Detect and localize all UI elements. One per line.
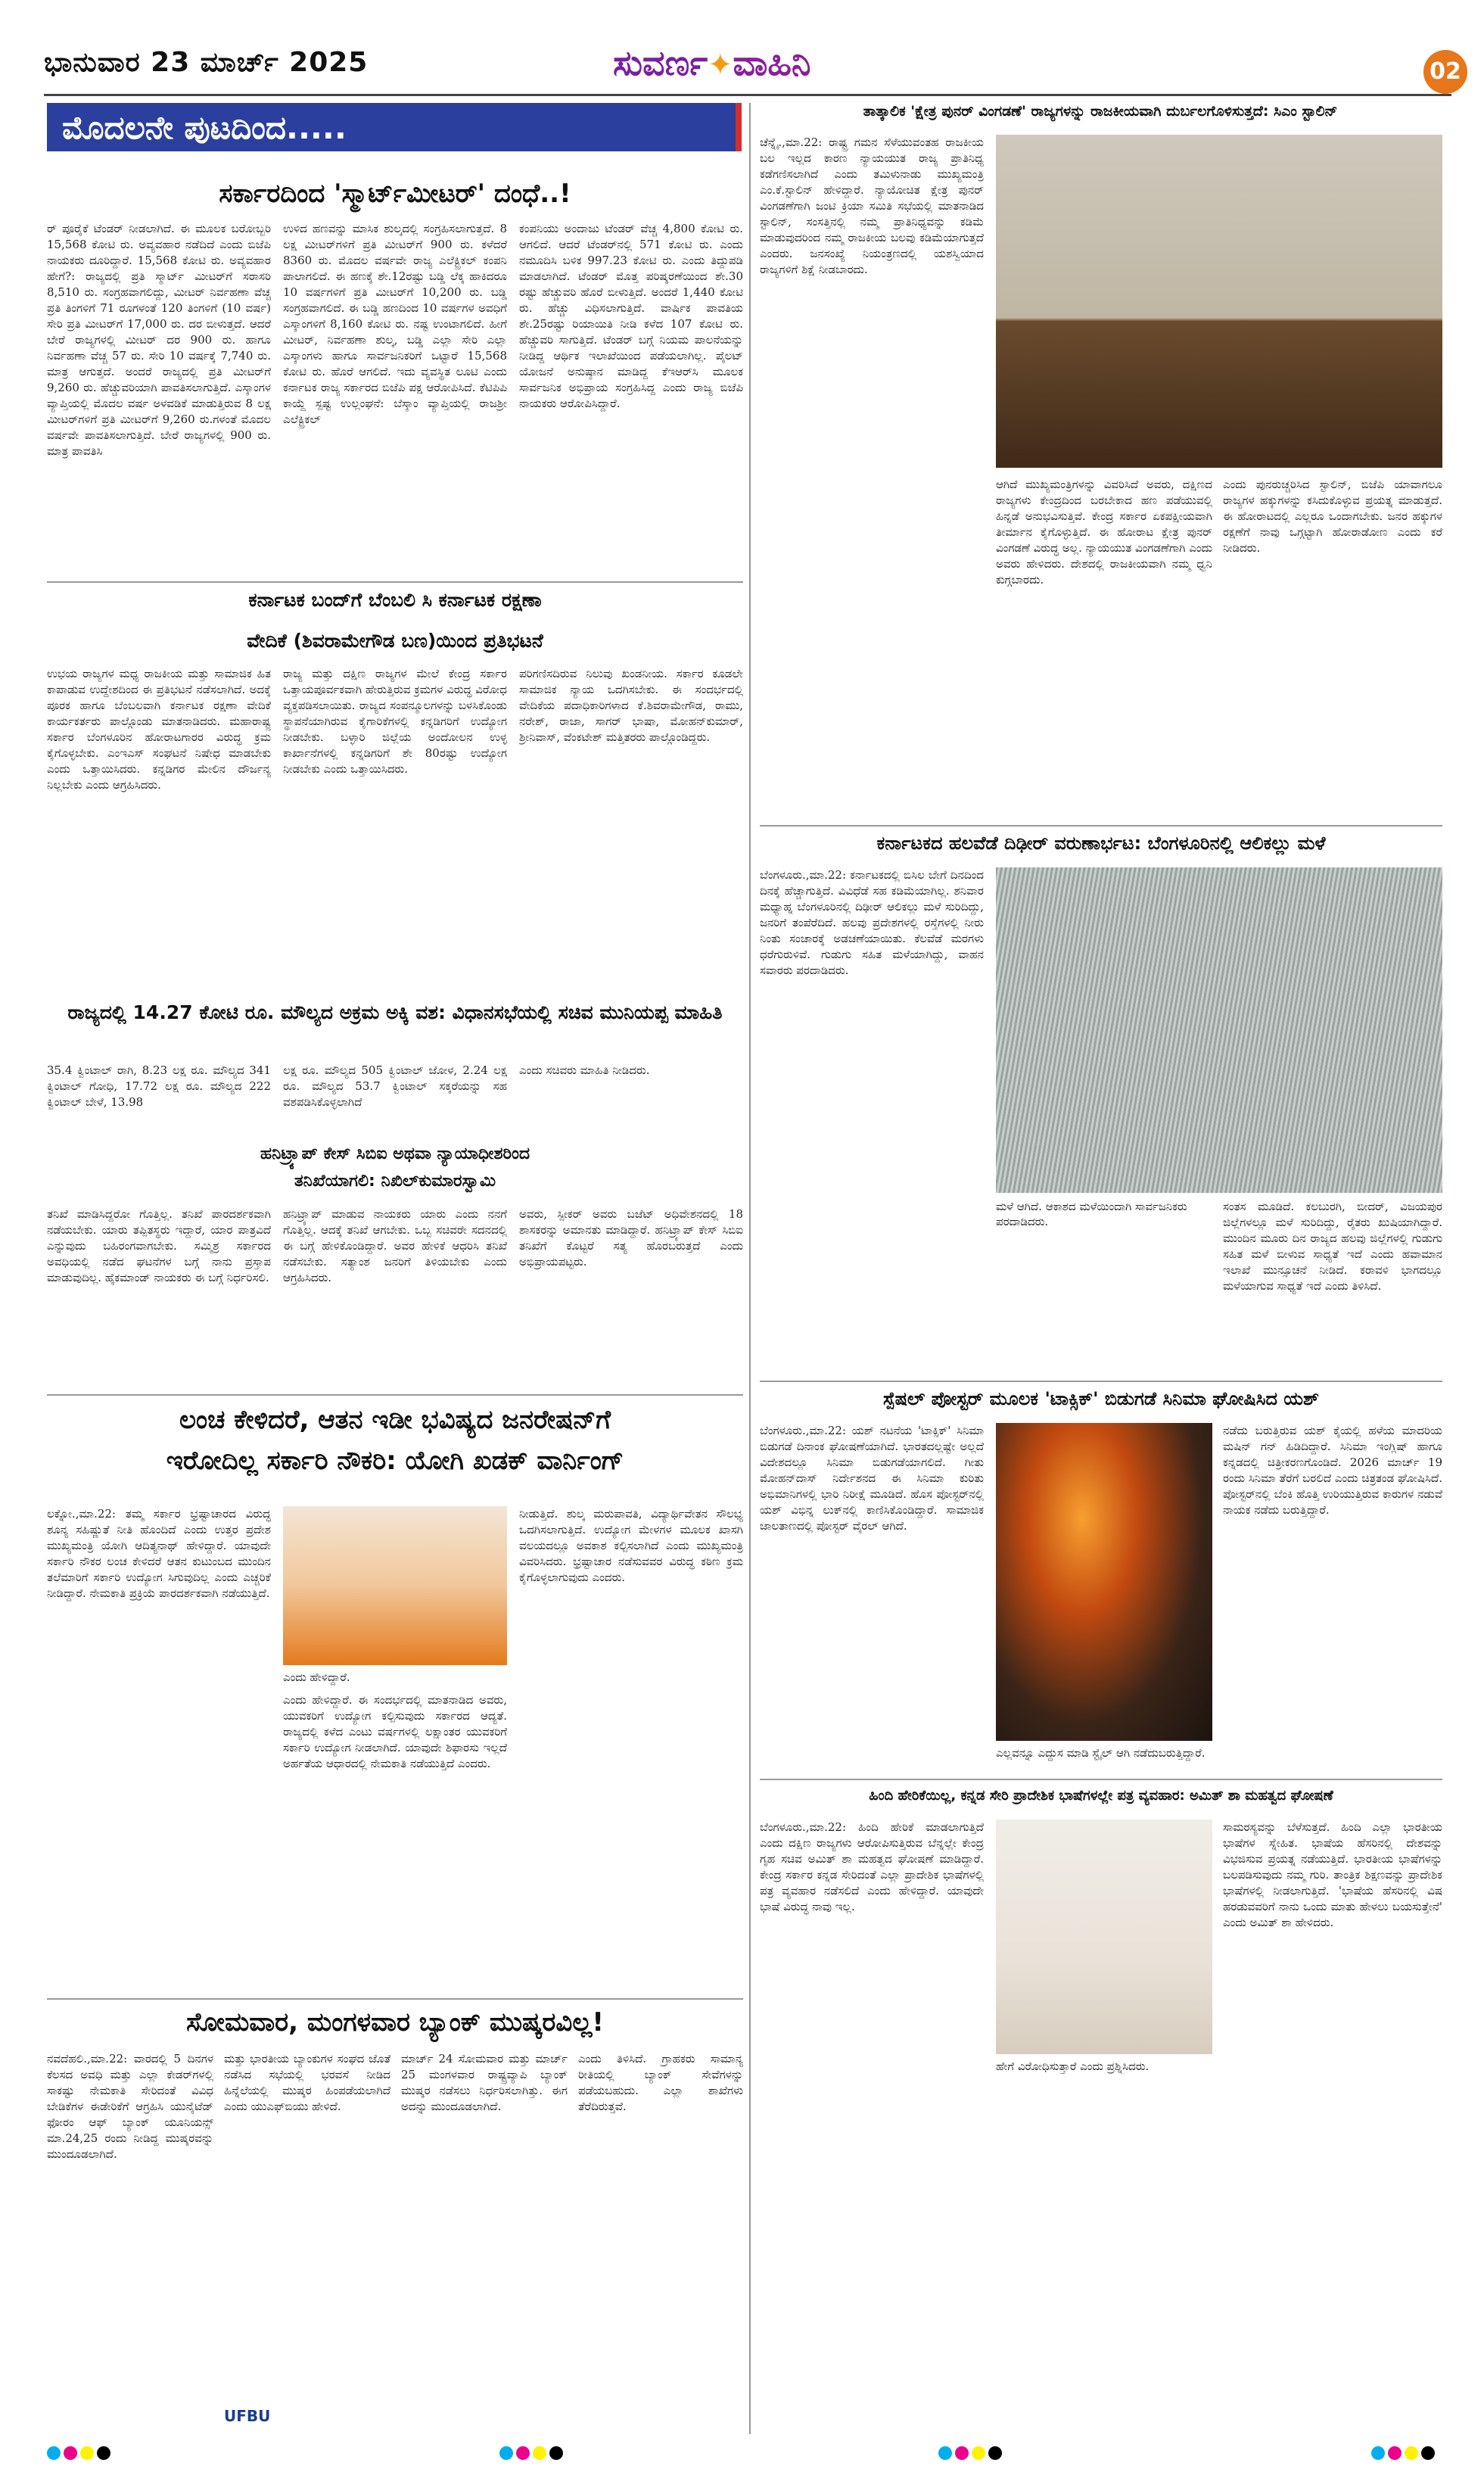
yogi-photo-caption: ಎಂದು ಹೇಳಿದ್ದಾರೆ. <box>283 1670 350 1684</box>
headline-bandh: ಕರ್ನಾಟಕ ಬಂದ್‌ಗೆ ಬೆಂಬಲಿ ಸಿ ಕರ್ನಾಟಕ ರಕ್ಷಣಾ <box>248 589 542 611</box>
stalin-col-1: ಚೆನ್ನೈ.,ಮಾ.22: ರಾಷ್ಟ್ರ ಗಮನ ಸೆಳೆಯುವಂತಹ ರಾಜಕೀಯ ಬಲ ಇಲ್ಲದ ಕಾರಣ ನ್ಯಾಯಯುತ ರಾಜ್ಯ ಪ್ರಾತಿನಿಧ್ಯ ಕಡೆಗಣಿಸಲಾಗಿದೆ ಎಂದು ತಮಿಳುನಾಡು ಮುಖ್ಯಮಂತ್ರಿ ಎಂ.ಕೆ.ಸ್ಟಾಲಿನ್ ಹೇಳಿದ್ದಾರೆ. ನ್ಯಾಯೋಚಿತ ಕ್ಷೇತ್ರ ಪುನರ್ ವಿಂಗಡಣೆಗಾಗಿ ಜಂಟಿ ಕ್ರಿಯಾ ಸಮಿತಿ ಸಭೆಯಲ್ಲಿ ಮಾತನಾಡಿದ ಸ್ಟಾಲಿನ್, ಸಂಸತ್ತಿನಲ್ಲಿ ನಮ್ಮ ಪ್ರಾತಿನಿಧ್ಯವನ್ನು ಕಡಿಮೆ ಮಾಡುವುದರಿಂದ ನಮ್ಮ ರಾಜಕೀಯ ಬಲವು ಕಡಿಮೆಯಾಗುತ್ತದೆ ಎಂದರು. ಜನಸಂಖ್ಯೆ ನಿಯಂತ್ರಣದಲ್ಲಿ ಯಶಸ್ವಿಯಾದ ರಾಜ್ಯಗಳಿಗೆ ಶಿಕ್ಷೆ ನೀಡಬಾರದು. <box>760 135 984 276</box>
masthead <box>0 0 1484 83</box>
subheadline-bandh: ವೇದಿಕೆ (ಶಿವರಾಮೇಗೌಡ ಬಣ)ಯಿಂದ ಪ್ರತಿಭಟನೆ <box>247 630 543 652</box>
toxic-poster-image <box>996 1423 1212 1741</box>
yogi-col-3: ನೀಡುತ್ತಿದೆ. ಶುಲ್ಕ ಮರುಪಾವತಿ, ವಿದ್ಯಾರ್ಥಿವೇತನ ಸೌಲಭ್ಯ ಒದಗಿಸಲಾಗುತ್ತಿದೆ. ಉದ್ಯೋಗ ಮೇಳಗಳ ಮೂಲಕ ಖಾಸಗಿ ವಲಯದಲ್ಲೂ ಅವಕಾಶ ಕಲ್ಪಿಸಲಾಗಿದೆ ಎಂದು ಮುಖ್ಯಮಂತ್ರಿ ವಿವರಿಸಿದರು. ಭ್ರಷ್ಟಾಚಾರ ನಡೆಸುವವರ ವಿರುದ್ಧ ಕಠಿಣ ಕ್ರಮ ಕೈಗೊಳ್ಳಲಾಗುವುದು ಎಂದರು. <box>519 1507 743 1584</box>
newspaper-logo <box>613 42 811 85</box>
amit-shah-col-1: ಬೆಂಗಳೂರು.,ಮಾ.22: ಹಿಂದಿ ಹೇರಿಕೆ ಮಾಡಲಾಗುತ್ತಿದೆ ಎಂದು ದಕ್ಷಿಣ ರಾಜ್ಯಗಳು ಆರೋಪಿಸುತ್ತಿರುವ ಬೆನ್ನಲ್ಲೇ ಕೇಂದ್ರ ಗೃಹ ಸಚಿವ ಅಮಿತ್ ಶಾ ಮಹತ್ವದ ಘೋಷಣೆ ಮಾಡಿದ್ದಾರೆ. ಕೇಂದ್ರ ಸರ್ಕಾರ ಕನ್ನಡ ಸೇರಿದಂತೆ ಎಲ್ಲಾ ಪ್ರಾದೇಶಿಕ ಭಾಷೆಗಳಲ್ಲಿ ಪತ್ರ ವ್ಯವಹಾರ ನಡೆಸಲಿದೆ ಎಂದು ಹೇಳಿದ್ದಾರೆ. ಯಾವುದೇ ಭಾಷೆ ವಿರುದ್ಧ ನಾವು ಇಲ್ಲ. <box>760 1820 984 1913</box>
toxic-photo-caption: ಎಲ್ಲವನ್ನೂ ಎದ್ದುಸ ಮಾಡಿ ಸ್ಟೈಲ್ ಆಗಿ ನಡೆದುಬರುತ್ತಿದ್ದಾರೆ. <box>996 1746 1206 1760</box>
toxic-col-1: ಬೆಂಗಳೂರು.,ಮಾ.22: ಯಶ್ ನಟನೆಯ 'ಟಾಕ್ಸಿಕ್' ಸಿನಿಮಾ ಬಿಡುಗಡೆ ದಿನಾಂಕ ಘೋಷಣೆಯಾಗಿದೆ. ಭಾರತದಲ್ಲಷ್ಟೇ ಅಲ್ಲದೆ ವಿದೇಶದಲ್ಲೂ ಸಿನಿಮಾ ಬಿಡುಗಡೆಯಾಗಲಿದೆ. ಗೀತು ಮೋಹನ್‌ದಾಸ್ ನಿರ್ದೇಶನದ ಈ ಸಿನಿಮಾ ಕುರಿತು ಅಭಿಮಾನಿಗಳಲ್ಲಿ ಭಾರಿ ನಿರೀಕ್ಷೆ ಮೂಡಿದೆ. ಹೊಸ ಪೋಸ್ಟರ್‌ನಲ್ಲಿ ಯಶ್ ವಿಭಿನ್ನ ಲುಕ್‌ನಲ್ಲಿ ಕಾಣಿಸಿಕೊಂಡಿದ್ದಾರೆ. ಸಾಮಾಜಿಕ ಜಾಲತಾಣದಲ್ಲಿ ಪೋಸ್ಟರ್ ವೈರಲ್ ಆಗಿದೆ. <box>760 1424 984 1533</box>
registration-marks-right <box>1371 2446 1438 2464</box>
bandh-col-1: ಉಭಯ ರಾಜ್ಯಗಳ ಮಧ್ಯ ರಾಜಕೀಯ ಮತ್ತು ಸಾಮಾಜಿಕ ಹಿತ ಕಾಪಾಡುವ ಉದ್ದೇಶದಿಂದ ಈ ಪ್ರತಿಭಟನೆ ನಡೆಸಲಾಗಿದೆ. ಅದಕ್ಕೆ ಪೂರಕ ಹಾಗೂ ಬೆಂಬಲವಾಗಿ ಕರ್ನಾಟಕ ರಕ್ಷಣಾ ವೇದಿಕೆ ಕಾರ್ಯಕರ್ತರು ಪಾಲ್ಗೊಂಡು ಮಾತನಾಡಿದರು. ಮಹಾರಾಷ್ಟ್ರ ಸರ್ಕಾರ ಬೆಂಗಳೂರಿನ ಹೋರಾಟಗಾರರ ವಿರುದ್ಧ ಕ್ರಮ ಕೈಗೊಳ್ಳಬೇಕು. ಎಂಇಎಸ್ ಸಂಘಟನೆ ನಿಷೇಧ ಮಾಡಬೇಕು ಎಂದು ಒತ್ತಾಯಿಸಿದರು. ಕನ್ನಡಿಗರ ಮೇಲಿನ ದೌರ್ಜನ್ಯ ನಿಲ್ಲಬೇಕು ಎಂದು ಆಗ್ರಹಿಸಿದರು. <box>47 667 271 792</box>
rice-col-2: ಲಕ್ಷ ರೂ. ಮೌಲ್ಯದ 505 ಕ್ವಿಂಟಾಲ್ ಜೋಳ, 2.24 ಲಕ್ಷ ರೂ. ಮೌಲ್ಯದ 53.7 ಕ್ವಿಂಟಾಲ್ ಸಕ್ಕರೆಯನ್ನು ಸಹ ವಶಪಡಿಸಿಕೊಳ್ಳಲಾಗಿದೆ <box>283 1063 507 1109</box>
stalin-photo <box>996 135 1442 468</box>
section-accent <box>736 103 742 151</box>
divider <box>47 1998 743 2000</box>
divider <box>760 1779 1442 1780</box>
stalin-col-2: ಆಗಿದೆ ಮುಖ್ಯಮಂತ್ರಿಗಳನ್ನು ವಿವರಿಸಿದೆ ಅವರು, ದಕ್ಷಿಣದ ರಾಜ್ಯಗಳು ಕೇಂದ್ರದಿಂದ ಬರಬೇಕಾದ ಹಣ ಪಡೆಯುವಲ್ಲಿ ಹಿನ್ನಡೆ ಅನುಭವಿಸುತ್ತಿವೆ. ಕೇಂದ್ರ ಸರ್ಕಾರ ಏಕಪಕ್ಷೀಯವಾಗಿ ತೀರ್ಮಾನ ಕೈಗೊಳ್ಳುತ್ತಿದೆ. ಈ ಹೋರಾಟ ಕ್ಷೇತ್ರ ಪುನರ್ ವಿಂಗಡಣೆ ವಿರುದ್ಧ ಅಲ್ಲ. ನ್ಯಾಯಯುತ ವಿಂಗಡಣೆಗಾಗಿ ಎಂದು ಅವರು ಹೇಳಿದರು. ದೇಶದಲ್ಲಿ ರಾಜಕೀಯವಾಗಿ ನಮ್ಮ ಧ್ವನಿ ಕುಗ್ಗಬಾರದು. <box>996 478 1212 587</box>
headline-toxic-film: ಸ್ಪೆಷಲ್ ಪೋಸ್ಟರ್ ಮೂಲಕ 'ಟಾಕ್ಸಿಕ್' ಬಿಡುಗಡೆ ಸಿನಿಮಾ ಘೋಷಿಸಿದ ಯಶ್ <box>883 1388 1319 1409</box>
amit-shah-photo-caption: ಹೇಗೆ ವಿರೋಧಿಸುತ್ತಾರೆ ಎಂದು ಪ್ರಶ್ನಿಸಿದರು. <box>996 2059 1150 2073</box>
hail-col-2: ಸಂತಸ ಮೂಡಿದೆ. ಕಲಬುರಗಿ, ಬೀದರ್, ವಿಜಯಪುರ ಜಿಲ್ಲೆಗಳಲ್ಲೂ ಮಳೆ ಸುರಿದಿದ್ದು, ರೈತರು ಖುಷಿಯಾಗಿದ್ದಾರೆ. ಮುಂದಿನ ಮೂರು ದಿನ ರಾಜ್ಯದ ಹಲವು ಜಿಲ್ಲೆಗಳಲ್ಲಿ ಗುಡುಗು ಸಹಿತ ಮಳೆ ಬೀಳುವ ಸಾಧ್ಯತೆ ಇದೆ ಎಂದು ಹವಾಮಾನ ಇಲಾಖೆ ಮುನ್ಸೂಚನೆ ನೀಡಿದೆ. ಕರಾವಳಿ ಭಾಗದಲ್ಲೂ ಮಳೆಯಾಗುವ ಸಾಧ್ಯತೆ ಇದೆ ಎಂದು ತಿಳಿಸಿದೆ. <box>1223 1200 1442 1293</box>
rice-col-3: ಎಂದು ಸಚಿವರು ಮಾಹಿತಿ ನೀಡಿದರು. <box>519 1063 650 1077</box>
yogi-photo <box>283 1506 507 1665</box>
hailstorm-photo <box>996 867 1442 1193</box>
bank-col-4: ಎಂದು ತಿಳಿಸಿದೆ. ಗ್ರಾಹಕರು ಸಾಮಾನ್ಯ ರೀತಿಯಲ್ಲಿ ಬ್ಯಾಂಕ್ ಸೇವೆಗಳನ್ನು ಪಡೆಯಬಹುದು. ಎಲ್ಲಾ ಶಾಖೆಗಳು ತೆರೆದಿರುತ್ತವೆ. <box>578 2052 743 2113</box>
bandh-col-2: ರಾಜ್ಯ ಮತ್ತು ದಕ್ಷಿಣ ರಾಜ್ಯಗಳ ಮೇಲೆ ಕೇಂದ್ರ ಸರ್ಕಾರ ಒತ್ತಾಯಪೂರ್ವಕವಾಗಿ ಹೇರುತ್ತಿರುವ ಕ್ರಮಗಳ ವಿರುದ್ಧ ವಿರೋಧ ವ್ಯಕ್ತಪಡಿಸಲಾಯಿತು. ರಾಜ್ಯದ ಸಂಪನ್ಮೂಲಗಳನ್ನು ಬಳಸಿಕೊಂಡು ಸ್ಥಾಪನೆಯಾಗಿರುವ ಕೈಗಾರಿಕೆಗಳಲ್ಲಿ ಕನ್ನಡಿಗರಿಗೆ ಉದ್ಯೋಗ ನೀಡಬೇಕು. ಬಳ್ಳಾರಿ ಜಿಲ್ಲೆಯ ಅಂದೋಲನ ಉಳ್ಳ ಕಾರ್ಖಾನೆಗಳಲ್ಲಿ ಕನ್ನಡಿಗರಿಗೆ ಶೇ 80ರಷ್ಟು ಉದ್ಯೋಗ ನೀಡಬೇಕು ಎಂದು ಒತ್ತಾಯಿಸಿದರು. <box>283 667 507 776</box>
smart-meter-col-2: ಉಳಿದ ಹಣವನ್ನು ಮಾಸಿಕ ಶುಲ್ಕದಲ್ಲಿ ಸಂಗ್ರಹಿಸಲಾಗುತ್ತದೆ. 8 ಲಕ್ಷ ಮೀಟರ್‌ಗಳಿಗೆ ಪ್ರತಿ ಮೀಟರ್‌ಗೆ 900 ರು. ಕಳೆದರೆ 8360 ರು. ಮೊದಲ ವರ್ಷವೇ ರಾಜ್ಯ ಎಲೆಕ್ಟ್ರಿಕಲ್ ಕಂಪನಿ ಪಾಲಾಗಲಿದೆ. ಈ ಹಣಕ್ಕೆ ಶೇ.12ರಷ್ಟು ಬಡ್ಡಿ ಲೆಕ್ಕ ಹಾಕಿದರೂ 10 ವರ್ಷಗಳಿಗೆ ಪ್ರತಿ ಮೀಟರ್‌ಗೆ 10,200 ರು. ಬಡ್ಡಿ ಸಂಗ್ರಹವಾಗಲಿದೆ. ಈ ಬಡ್ಡಿ ಹಣದಿಂದ 10 ವರ್ಷಗಳ ಅವಧಿಗೆ ಎಸ್ಕಾಂಗಳಿಗೆ 8,160 ಕೋಟಿ ರು. ನಷ್ಟ ಉಂಟಾಗಲಿದೆ. ಹೀಗೆ ಮೀಟರ್, ನಿರ್ವಹಣಾ ಶುಲ್ಕ, ಬಡ್ಡಿ ಎಲ್ಲಾ ಸೇರಿ ಎಲ್ಲಾ ಎಸ್ಕಾಂಗಳು ಹಾಗೂ ಸಾರ್ವಜನಿಕರಿಗೆ ಒಟ್ಟಾರೆ 15,568 ಕೋಟಿ ರು. ಹೊರೆ ಆಗಲಿದೆ. ಇದು ವ್ಯವಸ್ಥಿತ ಲೂಟಿ ಎಂದು ಕರ್ನಾಟಕ ರಾಜ್ಯ ಸರ್ಕಾರದ ಬಿಜೆಪಿ ಪಕ್ಷ ಆರೋಪಿಸಿದೆ. ಕೆಟಿಪಿಪಿ ಕಾಯ್ದೆ ಸ್ಪಷ್ಟ ಉಲ್ಲಂಘನೆ: ಬೆಸ್ಕಾಂ ವ್ಯಾಪ್ತಿಯಲ್ಲಿ ರಾಜಶ್ರೀ ಎಲೆಕ್ಟ್ರಿಕಲ್ <box>283 222 507 426</box>
headline-stalin: ತಾತ್ಕಾಲಿಕ 'ಕ್ಷೇತ್ರ ಪುನರ್ ವಿಂಗಡಣೆ' ರಾಜ್ಯಗಳನ್ನು ರಾಜಕೀಯವಾಗಿ ದುರ್ಬಲಗೊಳಿಸುತ್ತದೆ: ಸಿಎಂ ಸ್ಟಾಲಿನ್ <box>863 103 1338 120</box>
bank-col-1: ನವದೆಹಲಿ.,ಮಾ.22: ವಾರದಲ್ಲಿ 5 ದಿನಗಳ ಕೆಲಸದ ಅವಧಿ ಮತ್ತು ಎಲ್ಲಾ ಕೇಡರ್‌ಗಳಲ್ಲಿ ಸಾಕಷ್ಟು ನೇಮಕಾತಿ ಸೇರಿದಂತೆ ವಿವಿಧ ಬೇಡಿಕೆಗಳ ಈಡೇರಿಕೆಗೆ ಆಗ್ರಹಿಸಿ ಯುನೈಟೆಡ್ ಫೋರಂ ಆಫ್ ಬ್ಯಾಂಕ್ ಯೂನಿಯನ್ಸ್ ಮಾ.24,25 ರಂದು ನೀಡಿದ್ದ ಮುಷ್ಕರವನ್ನು ಮುಂದೂಡಲಾಗಿದೆ. <box>47 2052 213 2161</box>
amit-shah-photo <box>996 1820 1212 2054</box>
registration-marks-left <box>47 2446 114 2464</box>
headline-yogi-2: ಇರೋದಿಲ್ಲ ಸರ್ಕಾರಿ ನೌಕರಿ: ಯೋಗಿ ಖಡಕ್ ವಾರ್ನಿಂಗ್ <box>166 1446 624 1476</box>
headline-bank-strike: ಸೋಮವಾರ, ಮಂಗಳವಾರ ಬ್ಯಾಂಕ್ ಮುಷ್ಕರವಿಲ್ಲ! <box>186 2007 604 2038</box>
headline-honey-trap: ಹನಿಟ್ರ್ಯಾಪ್ ಕೇಸ್ ಸಿಬಿಐ ಅಥವಾ ನ್ಯಾಯಾಧೀಶರಿಂದ <box>260 1144 530 1163</box>
brand-left: ಸುವರ್ಣ <box>613 42 708 83</box>
subheadline-honey-trap: ತನಿಖೆಯಾಗಲಿ: ನಿಖಿಲ್‌ಕುಮಾರಸ್ವಾಮಿ <box>294 1172 496 1191</box>
yogi-col-1: ಲಕ್ನೋ.,ಮಾ.22: ತಮ್ಮ ಸರ್ಕಾರ ಭ್ರಷ್ಟಾಚಾರದ ವಿರುದ್ಧ ಶೂನ್ಯ ಸಹಿಷ್ಣುತೆ ನೀತಿ ಹೊಂದಿದೆ ಎಂದು ಉತ್ತರ ಪ್ರದೇಶ ಮುಖ್ಯಮಂತ್ರಿ ಯೋಗಿ ಆದಿತ್ಯನಾಥ್ ಹೇಳಿದ್ದಾರೆ. ಯಾವುದೇ ಸರ್ಕಾರಿ ನೌಕರ ಲಂಚ ಕೇಳಿದರೆ ಆತನ ಕುಟುಂಬದ ಮುಂದಿನ ತಲೆಮಾರಿಗೆ ಸರ್ಕಾರಿ ಉದ್ಯೋಗ ಸಿಗುವುದಿಲ್ಲ ಎಂದು ಎಚ್ಚರಿಕೆ ನೀಡಿದ್ದಾರೆ. ನೇಮಕಾತಿ ಪ್ರಕ್ರಿಯೆ ಪಾರದರ್ಶಕವಾಗಿ ನಡೆಯುತ್ತಿದೆ. <box>47 1507 271 1600</box>
headline-hailstorm: ಕರ್ನಾಟಕದ ಹಲವೆಡೆ ದಿಢೀರ್ ವರುಣಾರ್ಭಟ: ಬೆಂಗಳೂರಿನಲ್ಲಿ ಆಲಿಕಲ್ಲು ಮಳೆ <box>876 833 1326 854</box>
bandh-col-3: ಪರಿಗಣಿಸದಿರುವ ನಿಲುವು ಖಂಡನೀಯ. ಸರ್ಕಾರ ಕೂಡಲೇ ಸಾಮಾಜಿಕ ನ್ಯಾಯ ಒದಗಿಸಬೇಕು. ಈ ಸಂದರ್ಭದಲ್ಲಿ ವೇದಿಕೆಯ ಪದಾಧಿಕಾರಿಗಳಾದ ಕೆ.ಶಿವರಾಮೇಗೌಡ, ರಾಮು, ನರೇಶ್, ರಾಜಾ, ಸಾಗರ್ ಭಾಷಾ, ಮೋಹನ್‌ಕುಮಾರ್, ಶ್ರೀನಿವಾಸ್, ವೆಂಕಟೇಶ್ ಮತ್ತಿತರರು ಪಾಲ್ಗೊಂಡಿದ್ದರು. <box>519 667 743 744</box>
smart-meter-col-3: ಕಂಪನಿಯು ಅಂದಾಜು ಟೆಂಡರ್ ವೆಚ್ಚ 4,800 ಕೋಟಿ ರು. ಆಗಲಿದೆ. ಆದರೆ ಟೆಂಡರ್‌ನಲ್ಲಿ 571 ಕೋಟಿ ರು. ಎಂದು ನಮೂದಿಸಿ ಬಳಿಕ 997.23 ಕೋಟಿ ರು. ಎಂದು ತಿದ್ದುಪಡಿ ಮಾಡಲಾಗಿದೆ. ಟೆಂಡರ್ ಮೊತ್ತ ಪರಿಷ್ಕರಣೆಯಿಂದ ಶೇ.30 ರಷ್ಟು ಹೆಚ್ಚುವರಿ ಹೊರೆ ಬೀಳುತ್ತಿದೆ. ಅಂದರೆ 1,440 ಕೋಟಿ ರು. ಹೆಚ್ಚು ವಿಧಿಸಲಾಗುತ್ತಿದೆ. ವಾರ್ಷಿಕ ಪಾವತಿಯ ಶೇ.25ರಷ್ಟು ರಿಯಾಯಿತಿ ನೀಡಿ ಕಳೆದ 107 ಕೋಟಿ ರು. ಹೆಚ್ಚುವರಿ ಸಾಗುತ್ತಿದೆ. ಟೆಂಡರ್ ಬಗ್ಗೆ ನಿಯಮ ಪಾಲನೆಯನ್ನು ನೀಡಿದ್ದ ಆರ್ಥಿಕ ಇಲಾಖೆಯಿಂದ ಪಡೆಯಲಾಗಿಲ್ಲ. ಪೈಲಟ್ ಯೋಜನೆ ಅನುಷ್ಠಾನ ಮಾಡಿದ್ದ ಕೆಇಆರ್‌ಸಿ ಮೂಲಕ ಸಾರ್ವಜನಿಕ ಅಭಿಪ್ರಾಯ ಸಂಗ್ರಹಿಸಿದ್ದ ಎಂದು ರಾಜ್ಯ ಬಿಜೆಪಿ ನಾಯಕರು ಆರೋಪಿಸಿದ್ದಾರೆ. <box>519 222 743 410</box>
brand-right: ವಾಹಿನಿ <box>733 42 811 83</box>
center-divider <box>749 103 751 2434</box>
bank-col-2: ಮತ್ತು ಭಾರತೀಯ ಬ್ಯಾಂಕುಗಳ ಸಂಘದ ಜೊತೆ ನಡೆಸಿದ ಸಭೆಯಲ್ಲಿ ಭರವಸೆ ನೀಡಿದ ಹಿನ್ನೆಲೆಯಲ್ಲಿ ಮುಷ್ಕರ ಹಿಂಪಡೆಯಲಾಗಿದೆ ಎಂದು ಯುಎಫ್‌ಬಿಯು ಹೇಳಿದೆ. <box>224 2052 390 2113</box>
headline-amit-shah: ಹಿಂದಿ ಹೇರಿಕೆಯಿಲ್ಲ, ಕನ್ನಡ ಸೇರಿ ಪ್ರಾದೇಶಿಕ ಭಾಷೆಗಳಲ್ಲೇ ಪತ್ರ ವ್ಯವಹಾರ: ಅಮಿತ್ ಶಾ ಮಹತ್ವದ ಘೋಷಣೆ <box>869 1788 1333 1804</box>
hail-col-1: ಬೆಂಗಳೂರು.,ಮಾ.22: ಕರ್ನಾಟಕದಲ್ಲಿ ಬಿಸಿಲ ಬೇಗೆ ದಿನದಿಂದ ದಿನಕ್ಕೆ ಹೆಚ್ಚಾಗುತ್ತಿದೆ. ವಿವಿಧೆಡೆ ಸಹ ಕಡಿಮೆಯಾಗಿಲ್ಲ. ಶನಿವಾರ ಮಧ್ಯಾಹ್ನ ಬೆಂಗಳೂರಿನಲ್ಲಿ ದಿಢೀರ್ ಆಲಿಕಲ್ಲು ಮಳೆ ಸುರಿದಿದ್ದು, ಜನರಿಗೆ ತಂಪೆರೆದಿದೆ. ಹಲವು ಪ್ರದೇಶಗಳಲ್ಲಿ ರಸ್ತೆಗಳಲ್ಲಿ ನೀರು ನಿಂತು ಸಂಚಾರಕ್ಕೆ ಅಡಚಣೆಯಾಯಿತು. ಕೆಲವೆಡೆ ಮರಗಳು ಧರೆಗುರುಳಿವೆ. ಗುಡುಗು ಸಹಿತ ಮಳೆಯಾಗಿದ್ದು, ವಾಹನ ಸವಾರರು ಪರದಾಡಿದರು. <box>760 868 984 977</box>
issue-date: ಭಾನುವಾರ 23 ಮಾರ್ಚ್ 2025 <box>44 47 369 78</box>
amit-shah-col-2: ಸಾಮರಸ್ಯವನ್ನು ಬೆಳೆಸುತ್ತದೆ. ಹಿಂದಿ ಎಲ್ಲಾ ಭಾರತೀಯ ಭಾಷೆಗಳ ಸ್ನೇಹಿತ. ಭಾಷೆಯ ಹೆಸರಿನಲ್ಲಿ ದೇಶವನ್ನು ವಿಭಜಿಸುವ ಪ್ರಯತ್ನ ನಡೆಯುತ್ತಿದೆ. ಭಾರತೀಯ ಭಾಷೆಗಳನ್ನು ಬಲಪಡಿಸುವುದು ನಮ್ಮ ಗುರಿ. ತಾಂತ್ರಿಕ ಶಿಕ್ಷಣವನ್ನು ಪ್ರಾದೇಶಿಕ ಭಾಷೆಗಳಲ್ಲಿ ನೀಡಲಾಗುತ್ತಿದೆ. 'ಭಾಷೆಯ ಹೆಸರಿನಲ್ಲಿ ವಿಷ ಹರಡುವವರಿಗೆ ನಾನು ಒಂದು ಮಾತು ಹೇಳಲು ಬಯಸುತ್ತೇನೆ' ಎಂದು ಅಮಿತ್ ಶಾ ಹೇಳಿದರು. <box>1223 1820 1442 1929</box>
section-title-bar <box>47 103 742 151</box>
smart-meter-col-1: ರ್ ಪೂರೈಕೆ ಟೆಂಡರ್ ನೀಡಲಾಗಿದೆ. ಈ ಮೂಲಕ ಬರೋಬ್ಬರಿ 15,568 ಕೋಟಿ ರು. ಅವ್ಯವಹಾರ ನಡೆದಿದೆ ಎಂದು ಬಿಜೆಪಿ ನಾಯಕರು ದೂರಿದ್ದಾರೆ. 15,568 ಕೋಟಿ ರು. ಅವ್ಯವಹಾರ ಹೇಗೆ?: ರಾಜ್ಯದಲ್ಲಿ ಪ್ರತಿ ಸ್ಮಾರ್ಟ್ ಮೀಟರ್‌ಗೆ ಸರಾಸರಿ 8,510 ರು. ಸಂಗ್ರಹವಾಗಲಿದ್ದು, ಮೀಟರ್ ನಿರ್ವಹಣಾ ವೆಚ್ಚ ಪ್ರತಿ ತಿಂಗಳಿಗೆ 71 ರೂಗಳಂತೆ 120 ತಿಂಗಳಿಗೆ (10 ವರ್ಷ) ಸೇರಿ ಪ್ರತಿ ಮೀಟರ್‌ಗೆ 17,000 ರು. ದರ ಬೀಳುತ್ತದೆ. ಆದರೆ ಬೇರೆ ರಾಜ್ಯಗಳಲ್ಲಿ ಮೀಟರ್ ದರ 900 ರು. ಹಾಗೂ ನಿರ್ವಹಣಾ ವೆಚ್ಚ 57 ರು. ಸೇರಿ 10 ವರ್ಷಕ್ಕೆ 7,740 ರು. ಮಾತ್ರ ಆಗುತ್ತದೆ. ಅಂದರೆ ರಾಜ್ಯದಲ್ಲಿ ಪ್ರತಿ ಮೀಟರ್‌ಗೆ 9,260 ರು. ಹೆಚ್ಚುವರಿಯಾಗಿ ಪಾವತಿಸಲಾಗುತ್ತಿದೆ. ಎಸ್ಕಾಂಗಳ ವ್ಯಾಪ್ತಿಯಲ್ಲಿ ಮೊದಲ ವರ್ಷ ಅಳವಡಿಕೆ ಮಾಡುತ್ತಿರುವ 8 ಲಕ್ಷ ಮೀಟರ್‌ಗಳಿಗೆ ಪ್ರತಿ ಮೀಟರ್‌ಗೆ 9,260 ರು.ಗಳಂತೆ ಮೊದಲ ವರ್ಷವೇ ಪಾವತಿಸಲಾಗುತ್ತಿದೆ. ಬೇರೆ ರಾಜ್ಯಗಳಲ್ಲಿ 900 ರು. ಮಾತ್ರ ಪಾವತಿಸಿ <box>47 222 271 458</box>
honey-trap-col-1: ತನಿಖೆ ಮಾಡಿಸಿದ್ದರೋ ಗೊತ್ತಿಲ್ಲ. ತನಿಖೆ ಪಾರದರ್ಶಕವಾಗಿ ನಡೆಯಬೇಕು. ಯಾರು ತಪ್ಪಿತಸ್ಥರು ಇದ್ದಾರೆ, ಯಾರ ಪಾತ್ರವಿದೆ ಎನ್ನುವುದು ಬಹಿರಂಗವಾಗಬೇಕು. ಸಮ್ಮಿಶ್ರ ಸರ್ಕಾರದ ಅವಧಿಯಲ್ಲಿ ನಡೆದ ಘಟನೆಗಳ ಬಗ್ಗೆ ನಾನು ಪ್ರಸ್ತಾಪ ಮಾಡುವುದಿಲ್ಲ. ಹೈಕಮಾಂಡ್ ನಾಯಕರು ಈ ಬಗ್ಗೆ ನಿರ್ಧರಿಸಲಿ. <box>47 1207 271 1284</box>
yogi-col-2: ಎಂದು ಹೇಳಿದ್ದಾರೆ. ಈ ಸಂದರ್ಭದಲ್ಲಿ ಮಾತನಾಡಿದ ಅವರು, ಯುವಕರಿಗೆ ಉದ್ಯೋಗ ಕಲ್ಪಿಸುವುದು ಸರ್ಕಾರದ ಆದ್ಯತೆ. ರಾಜ್ಯದಲ್ಲಿ ಕಳೆದ ಎಂಟು ವರ್ಷಗಳಲ್ಲಿ ಲಕ್ಷಾಂತರ ಯುವಕರಿಗೆ ಸರ್ಕಾರಿ ಉದ್ಯೋಗ ನೀಡಲಾಗಿದೆ. ಯಾವುದೇ ಶಿಫಾರಸು ಇಲ್ಲದೆ ಅರ್ಹತೆಯ ಆಧಾರದಲ್ಲಿ ನೇಮಕಾತಿ ನಡೆಯುತ್ತಿದೆ ಎಂದರು. <box>283 1693 507 1770</box>
divider <box>760 825 1442 827</box>
stalin-col-3: ಎಂದು ಪುನರುಚ್ಚರಿಸಿದ ಸ್ಟಾಲಿನ್, ಬಿಜೆಪಿ ಯಾವಾಗಲೂ ರಾಜ್ಯಗಳ ಹಕ್ಕುಗಳನ್ನು ಕಸಿದುಕೊಳ್ಳುವ ಪ್ರಯತ್ನ ಮಾಡುತ್ತದೆ. ಈ ಹೋರಾಟದಲ್ಲಿ ಎಲ್ಲರೂ ಒಂದಾಗಬೇಕು. ಜನರ ಹಕ್ಕುಗಳ ರಕ್ಷಣೆಗೆ ನಾವು ಒಗ್ಗಟ್ಟಾಗಿ ಹೋರಾಡೋಣ ಎಂದು ಕರೆ ನೀಡಿದರು. <box>1223 478 1442 555</box>
page-number-badge: 02 <box>1423 50 1467 94</box>
registration-marks-center-left <box>499 2446 566 2464</box>
honey-trap-col-3: ಅವರು, ಸ್ಪೀಕರ್ ಅವರು ಬಜೆಟ್ ಅಧಿವೇಶನದಲ್ಲಿ 18 ಶಾಸಕರನ್ನು ಅಮಾನತು ಮಾಡಿದ್ದಾರೆ. ಹನಿಟ್ರ್ಯಾಪ್ ಕೇಸ್ ಸಿಬಿಐ ತನಿಖೆಗೆ ಕೊಟ್ಟರೆ ಸತ್ಯ ಹೊರಬರುತ್ತದೆ ಎಂದು ಅಭಿಪ್ರಾಯಪಟ್ಟರು. <box>519 1207 743 1269</box>
section-title: ಮೊದಲನೇ ಪುಟದಿಂದ..... <box>62 109 347 146</box>
registration-marks-center-right <box>938 2446 1005 2464</box>
masthead-divider <box>44 94 1451 96</box>
bank-col-3: ಮಾರ್ಚ್ 24 ಸೋಮವಾರ ಮತ್ತು ಮಾರ್ಚ್ 25 ಮಂಗಳವಾರ ರಾಷ್ಟ್ರವ್ಯಾಪಿ ಬ್ಯಾಂಕ್ ಮುಷ್ಕರ ನಡೆಸಲು ನಿರ್ಧರಿಸಲಾಗಿತ್ತು. ಈಗ ಅದನ್ನು ಮುಂದೂಡಲಾಗಿದೆ. <box>401 2052 568 2113</box>
hailstorm-photo-caption: ಮಳೆ ಆಗಿದೆ. ಆಕಾಶದ ಮಳೆಯಿಂದಾಗಿ ಸಾರ್ವಜನಿಕರು ಪರದಾಡಿದರು. <box>996 1200 1187 1228</box>
headline-yogi-1: ಲಂಚ ಕೇಳಿದರೆ, ಆತನ ಇಡೀ ಭವಿಷ್ಯದ ಜನರೇಷನ್‌ಗೆ <box>179 1405 611 1435</box>
headline-smart-meter: ಸರ್ಕಾರದಿಂದ 'ಸ್ಮಾರ್ಟ್‌ಮೀಟರ್' ದಂಧೆ..! <box>219 179 571 209</box>
honey-trap-col-2: ಹನಿಟ್ರ್ಯಾಪ್ ಮಾಡುವ ನಾಯಕರು ಯಾರು ಎಂದು ನನಗೆ ಗೊತ್ತಿಲ್ಲ. ಆದಕ್ಕೆ ತನಿಖೆ ಆಗಬೇಕು. ಒಬ್ಬ ಸಚಿವರೇ ಸದನದಲ್ಲಿ ಈ ಬಗ್ಗೆ ಹೇಳಿಕೊಂಡಿದ್ದಾರೆ. ಅವರ ಹೇಳಿಕೆ ಆಧರಿಸಿ ತನಿಖೆ ನಡೆಸಬೇಕು. ಸತ್ಯಾಂಶ ಜನರಿಗೆ ತಿಳಿಯಬೇಕು ಎಂದು ಆಗ್ರಹಿಸಿದರು. <box>283 1207 507 1284</box>
rice-col-1: 35.4 ಕ್ವಿಂಟಾಲ್ ರಾಗಿ, 8.23 ಲಕ್ಷ ರೂ. ಮೌಲ್ಯದ 341 ಕ್ವಿಂಟಾಲ್ ಗೋಧಿ, 17.72 ಲಕ್ಷ ರೂ. ಮೌಲ್ಯದ 222 ಕ್ವಿಂಟಾಲ್ ಬೇಳೆ, 13.98 <box>47 1063 271 1109</box>
divider <box>760 1381 1442 1382</box>
ufbu-logo: UFBU <box>224 2407 271 2425</box>
divider <box>47 581 743 583</box>
flame-icon: ✦ <box>708 48 733 83</box>
divider <box>47 1394 743 1396</box>
headline-rice-seizure: ರಾಜ್ಯದಲ್ಲಿ 14.27 ಕೋಟಿ ರೂ. ಮೌಲ್ಯದ ಅಕ್ರಮ ಅಕ್ಕಿ ವಶ: ವಿಧಾನಸಭೆಯಲ್ಲಿ ಸಚಿವ ಮುನಿಯಪ್ಪ ಮಾಹಿತಿ <box>67 1001 723 1023</box>
toxic-col-2: ನಡೆದು ಬರುತ್ತಿರುವ ಯಶ್ ಕೈಯಲ್ಲಿ ಹಳೆಯ ಮಾದರಿಯ ಮಷಿನ್ ಗನ್ ಹಿಡಿದಿದ್ದಾರೆ. ಸಿನಿಮಾ ಇಂಗ್ಲಿಷ್ ಹಾಗೂ ಕನ್ನಡದಲ್ಲಿ ಚಿತ್ರೀಕರಣಗೊಂಡಿದೆ. 2026 ಮಾರ್ಚ್ 19 ರಂದು ಸಿನಿಮಾ ತೆರೆಗೆ ಬರಲಿದೆ ಎಂದು ಚಿತ್ರತಂಡ ಘೋಷಿಸಿದೆ. ಪೋಸ್ಟರ್‌ನಲ್ಲಿ ಬೆಂಕಿ ಹೊತ್ತಿ ಉರಿಯುತ್ತಿರುವ ಕಾರುಗಳ ನಡುವೆ ನಾಯಕ ನಡೆದು ಬರುತ್ತಿದ್ದಾರೆ. <box>1223 1424 1442 1517</box>
